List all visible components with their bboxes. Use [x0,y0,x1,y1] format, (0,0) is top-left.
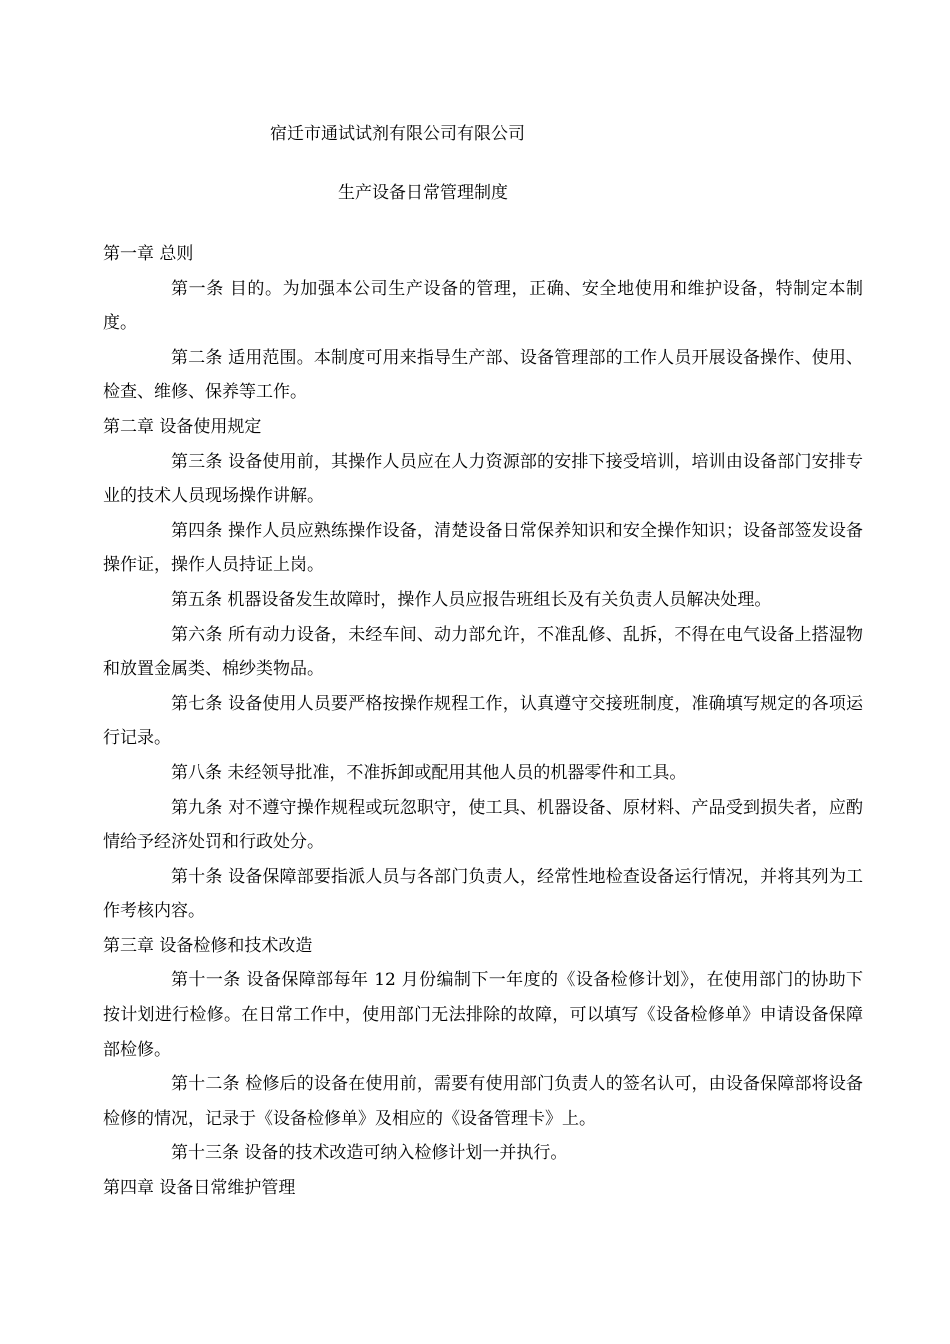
article-11: 第十一条 设备保障部每年 12 月份编制下一年度的《设备检修计划》，在使用部门的协助下按计划进行检修。在日常工作中，使用部门无法排除的故障，可以填写《设备检修单》申请设备保障部检修。 [103,970,863,1060]
chapter-1-heading: 第一章 总则 [103,244,194,264]
article-2: 第二条 适用范围。本制度可用来指导生产部、设备管理部的工作人员开展设备操作、使用、检查、维修、保养等工作。 [103,347,863,403]
chapter-3-heading: 第三章 设备检修和技术改造 [103,935,313,956]
document-body [103,237,863,1206]
article-12: 第十二条 检修后的设备在使用前，需要有使用部门负责人的签名认可，由设备保障部将设备检修的情况，记录于《设备检修单》及相应的《设备管理卡》上。 [103,1074,863,1129]
chapter-2-heading: 第二章 设备使用规定 [103,416,262,437]
article-5: 第五条 机器设备发生故障时，操作人员应报告班组长及有关负责人员解决处理。 [171,589,772,610]
article-1: 第一条 目的。为加强本公司生产设备的管理，正确、安全地使用和维护设备，特制定本制度。 [103,278,863,334]
article-7: 第七条 设备使用人员要严格按操作规程工作，认真遵守交接班制度，准确填写规定的各项运行记录。 [103,693,863,749]
article-9: 第九条 对不遵守操作规程或玩忽职守，使工具、机器设备、原材料、产品受到损失者，应酌情给予经济处罚和行政处分。 [103,797,863,853]
article-4: 第四条 操作人员应熟练操作设备，清楚设备日常保养知识和安全操作知识；设备部签发设备操作证，操作人员持证上岗。 [103,520,863,576]
article-6: 第六条 所有动力设备，未经车间、动力部允许，不准乱修、乱拆，不得在电气设备上搭湿物和放置金属类、棉纱类物品。 [103,624,863,680]
chapter-4-heading: 第四章 设备日常维护管理 [103,1178,296,1199]
article-8: 第八条 未经领导批准，不准拆卸或配用其他人员的机器零件和工具。 [171,762,687,783]
article-10: 第十条 设备保障部要指派人员与各部门负责人，经常性地检查设备运行情况，并将其列为工作考核内容。 [103,866,863,922]
article-3: 第三条 设备使用前，其操作人员应在人力资源部的安排下接受培训，培训由设备部门安排专业的技术人员现场操作讲解。 [103,451,863,507]
document-title: 生产设备日常管理制度 [338,183,508,203]
company-name: 宿迁市通试试剂有限公司有限公司 [270,124,525,144]
article-13: 第十三条 设备的技术改造可纳入检修计划一并执行。 [171,1143,568,1164]
